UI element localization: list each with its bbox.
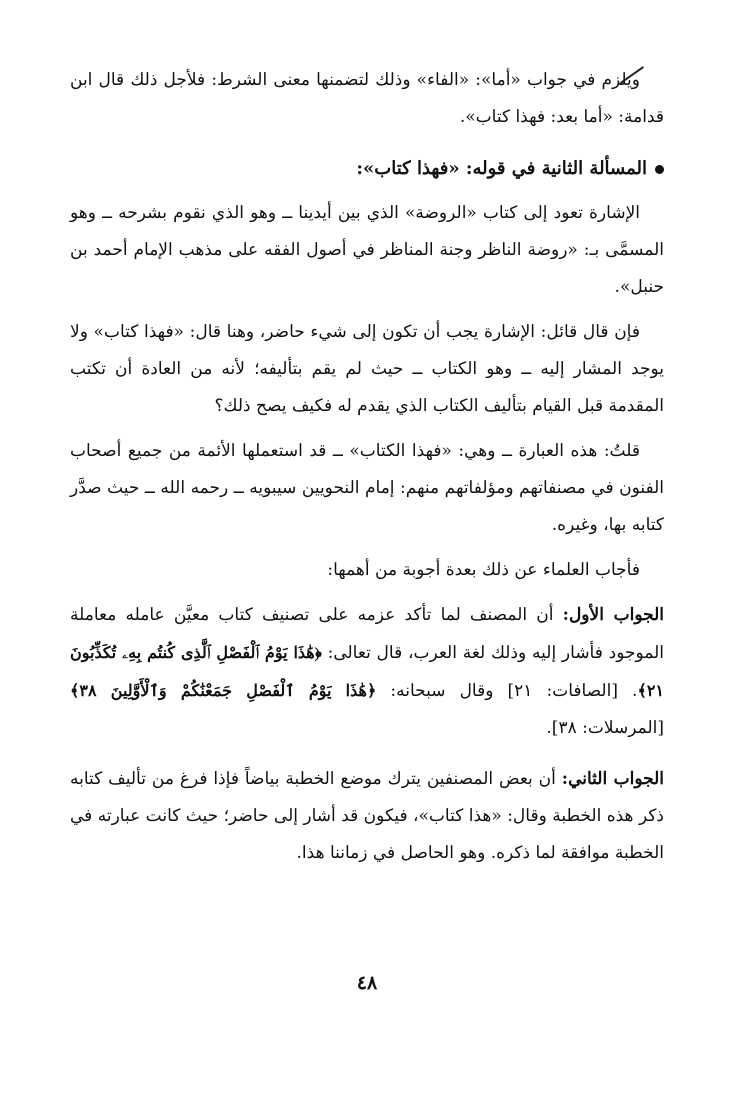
answer-second	[70, 761, 664, 872]
quran-verse-mursalat: ﴿هَٰذَا يَوْمُ ٱلْفَصْلِ جَمَعْنَٰكُمْ وَٱلْأَوَّلِينَ ٣٨﴾	[70, 681, 377, 700]
page-body	[70, 62, 664, 872]
section-heading	[70, 150, 664, 187]
answer-first-text: أن المصنف لما تأكد عزمه على تصنيف كتاب معيَّن عامله معاملة الموجود فأشار إليه وذلك لغة العرب، قال تعالى:	[70, 605, 664, 663]
citation-saffat: . [الصافات: ٢١] وقال سبحانه:	[390, 681, 638, 701]
paragraph-reply: قلتُ: هذه العبارة ــ وهي: «فهذا الكتاب» ــ قد استعملها الأئمة من جميع أصحاب الفنون في مصنفاتهم ومؤلفاتهم منهم: إمام النحويين سيبويه ــ رحمه الله ــ حيث صدَّر كتابه بها، وغيره.	[70, 441, 664, 535]
answer-second-text: أن بعض المصنفين يترك موضع الخطبة بياضاً فإذا فرغ من تأليف كتابه ذكر هذه الخطبة وقال: «هذا كتاب»، فيكون قد أشار إلى حاضر؛ حيث كانت عبارته في الخطبة موافقة لما ذكره. وهو الحاصل في زماننا هذا.	[70, 769, 664, 863]
bullet-icon	[655, 165, 664, 174]
citation-mursalat: [المرسلات: ٣٨].	[546, 718, 664, 738]
paragraph-reference: الإشارة تعود إلى كتاب «الروضة» الذي بين أيدينا ــ وهو الذي نقوم بشرحه ــ وهو المسمَّى بـ: «روضة الناظر وجنة المناظر في أصول الفقه على مذهب الإمام أحمد بن حنبل».	[70, 203, 664, 297]
quran-verse-saffat: ﴿هَٰذَا يَوْمُ ٱلْفَصْلِ ٱلَّذِى كُنتُم بِهِۦ تُكَذِّبُونَ ٢١﴾	[70, 643, 664, 700]
answer-first	[70, 597, 664, 747]
answer-second-label: الجواب الثاني:	[561, 769, 664, 789]
page-number: ٤٨	[356, 972, 378, 994]
paragraph-objection: فإن قال قائل: الإشارة يجب أن تكون إلى شيء حاضر، وهنا قال: «فهذا كتاب» ولا يوجد المشار إليه ــ وهو الكتاب ــ حيث لم يقم بتأليفه؛ لأنه من العادة أن تكتب المقدمة قبل القيام بتأليف الكتاب الذي يقدم له فكيف يصح ذلك؟	[70, 322, 664, 416]
paragraph-answers-intro: فأجاب العلماء عن ذلك بعدة أجوبة من أهمها:	[327, 560, 640, 580]
section-heading-text: المسألة الثانية في قوله: «فهذا كتاب»:	[356, 158, 647, 179]
answer-first-label: الجواب الأول:	[562, 605, 664, 625]
intro-paragraph: ويلزم في جواب «أما»: «الفاء» وذلك لتضمنها معنى الشرط: فلأجل ذلك قال ابن قدامة: «أما بعد: فهذا كتاب».	[70, 70, 664, 127]
